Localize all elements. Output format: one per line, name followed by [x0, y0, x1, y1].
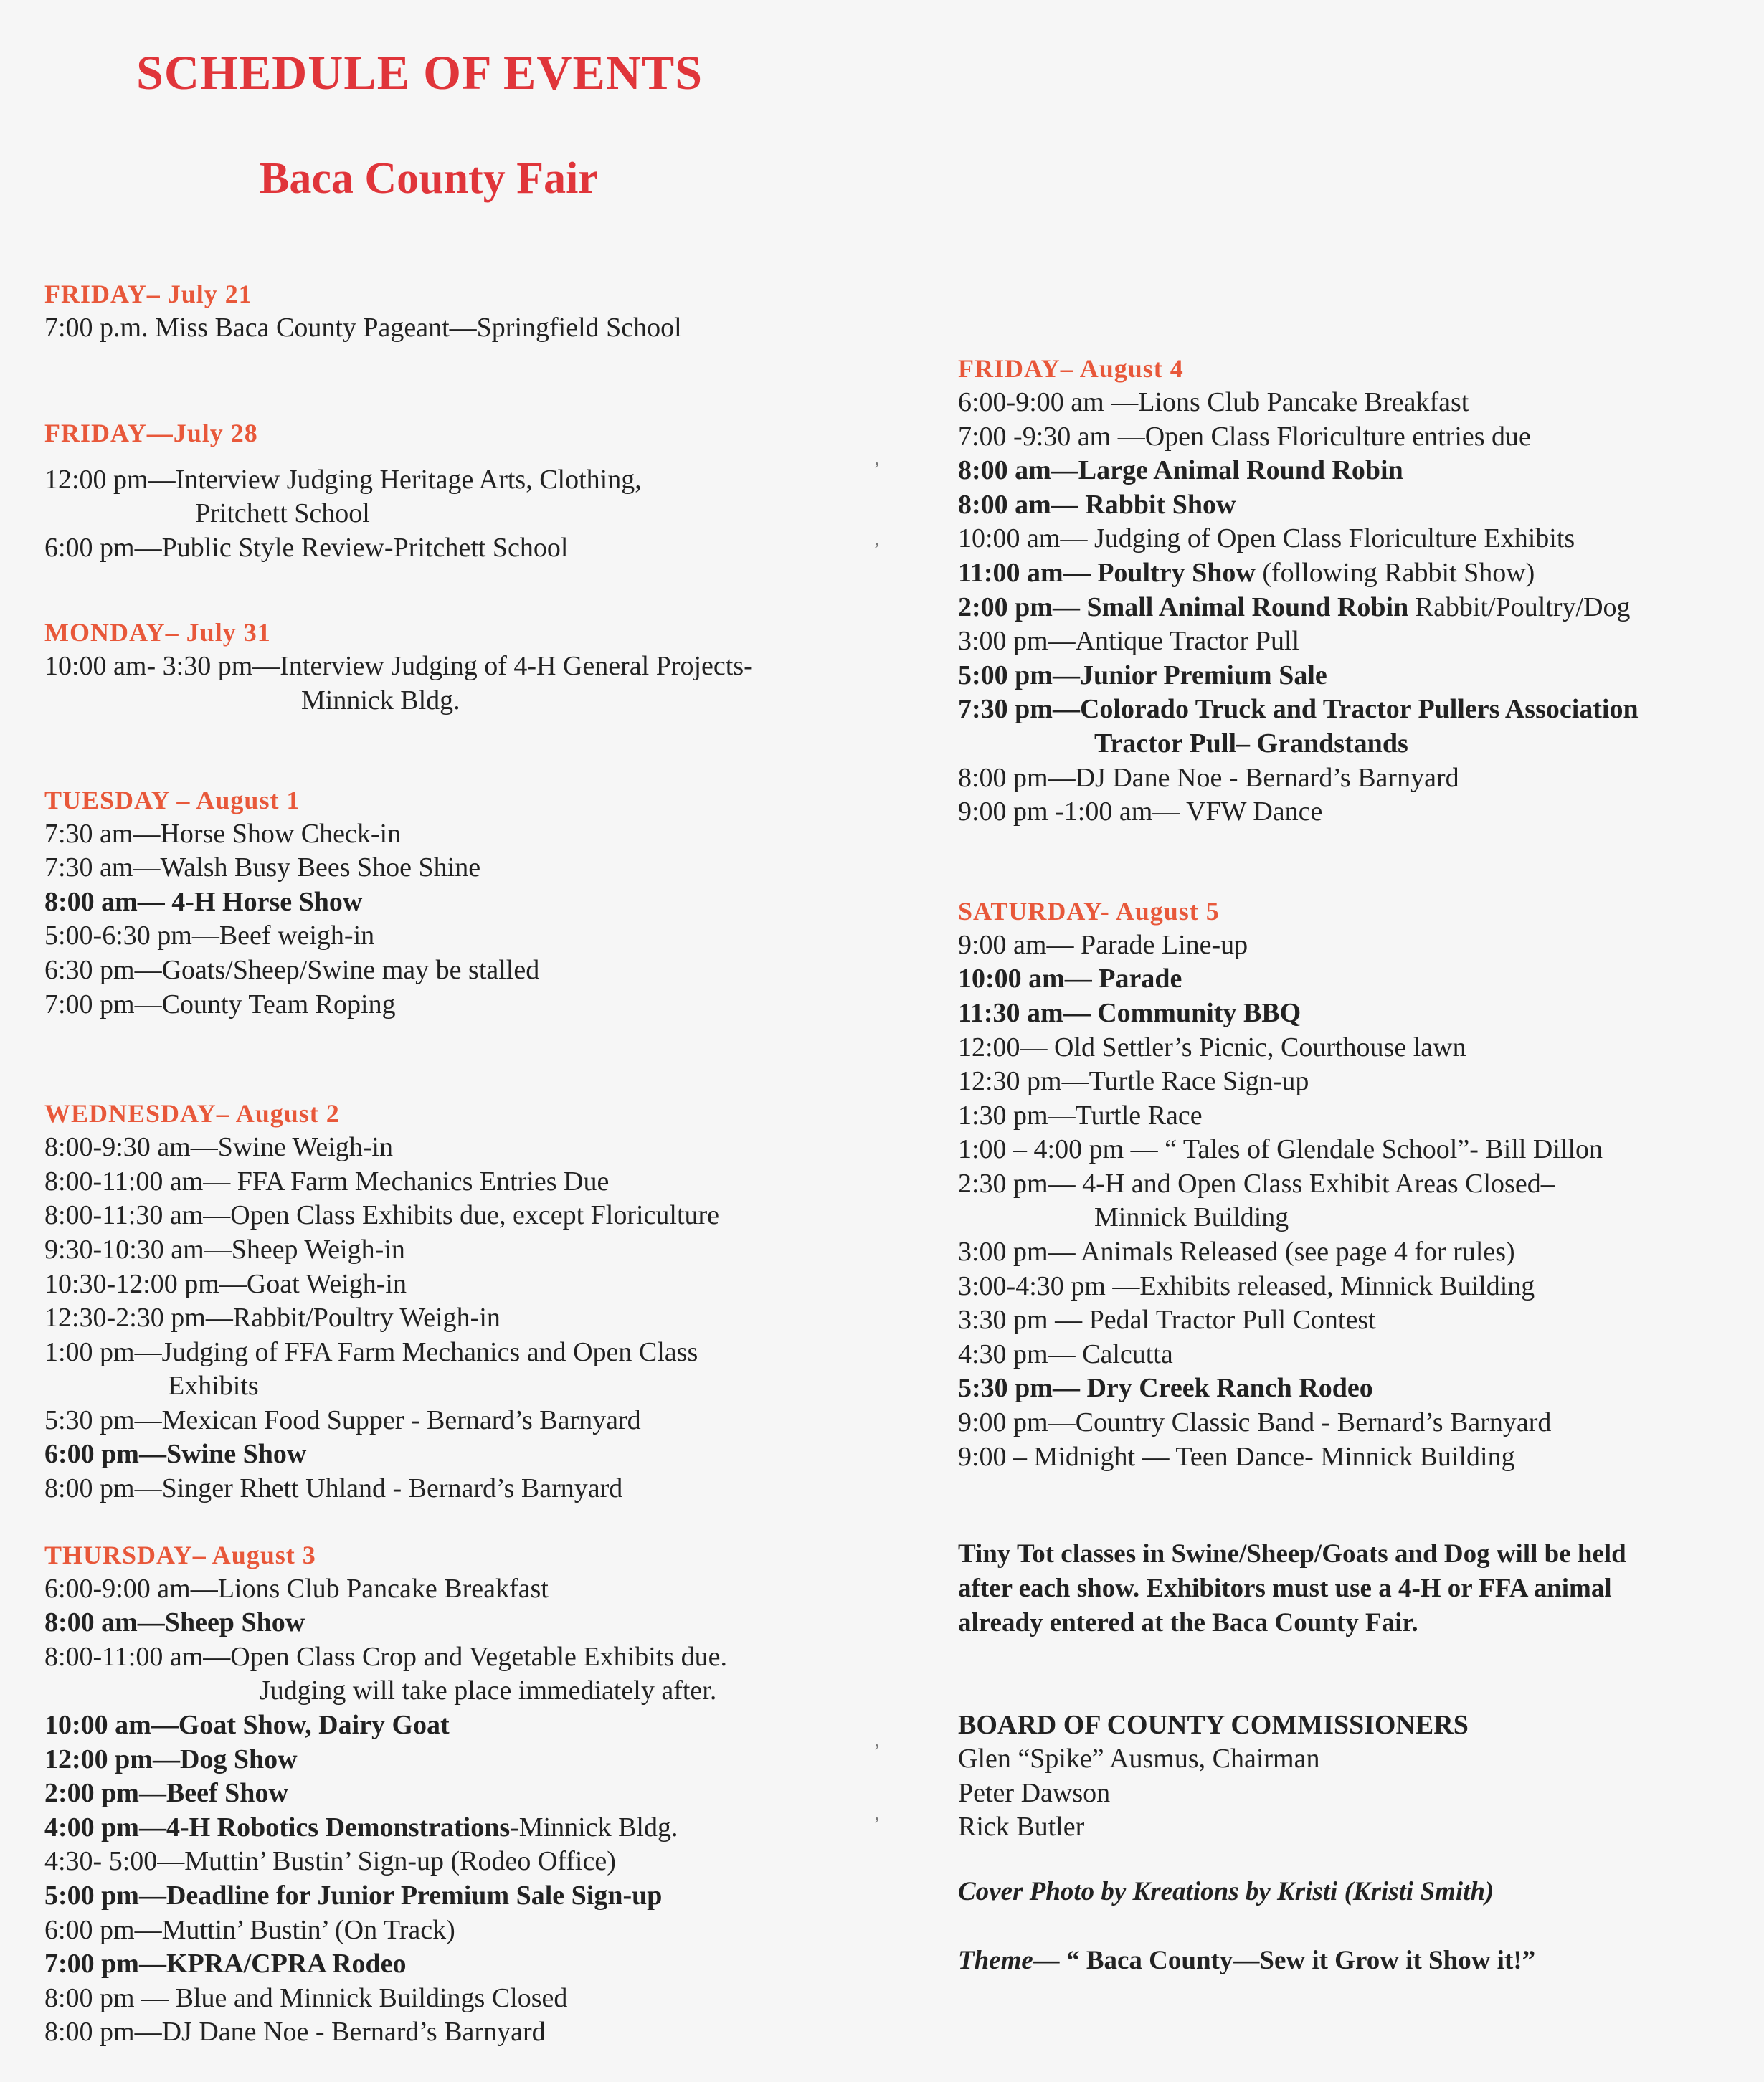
event-line: 10:30-12:00 pm—Goat Weigh-in — [44, 1268, 407, 1299]
event-line: 1:00 pm—Judging of FFA Farm Mechanics and Open Class — [44, 1336, 698, 1367]
section-monday-july-31 — [44, 615, 869, 718]
event-line: 10:00 am- 3:30 pm—Interview Judging of 4-H General Projects- — [44, 651, 753, 682]
day-heading: TUESDAY – August 1 — [44, 785, 300, 814]
event-line: 7:00 pm—County Team Roping — [44, 989, 396, 1019]
event-line: 6:30 pm—Goats/Sheep/Swine may be stalled — [44, 954, 540, 985]
event-line: 7:30 am—Horse Show Check-in — [44, 818, 402, 849]
event-line: 9:00 am— Parade Line-up — [958, 929, 1248, 960]
day-heading: WEDNESDAY– August 2 — [44, 1099, 340, 1128]
tiny-tot-note — [958, 1537, 1747, 1640]
event-line: 5:00-6:30 pm—Beef weigh-in — [44, 921, 375, 951]
event-line: 5:30 pm— Dry Creek Ranch Rodeo — [958, 1373, 1373, 1404]
board-member: Glen “Spike” Ausmus, Chairman — [958, 1744, 1320, 1774]
event-line: 1:30 pm—Turtle Race — [958, 1100, 1203, 1131]
event-line: 10:00 am—Goat Show, Dairy Goat — [44, 1710, 450, 1741]
scan-mark: ʼ — [873, 459, 881, 481]
event-line: 5:00 pm—Deadline for Junior Premium Sale Sign-up — [44, 1881, 663, 1911]
event-line — [44, 1811, 869, 1845]
event-line: 7:00 p.m. Miss Baca County Pageant—Springfield School — [44, 313, 682, 343]
event-line: 2:30 pm— 4-H and Open Class Exhibit Areas Closed– — [958, 1168, 1555, 1199]
event-line-continuation: Tractor Pull– Grandstands — [1094, 728, 1408, 759]
event-line: 8:00 am— 4-H Horse Show — [44, 886, 363, 917]
event-line: 12:00 pm—Dog Show — [44, 1744, 298, 1774]
event-note: (following Rabbit Show) — [1255, 557, 1535, 588]
left-column — [44, 277, 869, 2050]
day-heading: FRIDAY—July 28 — [44, 418, 258, 447]
section-friday-august-4 — [958, 351, 1747, 830]
event-line: 8:00 am— Rabbit Show — [958, 489, 1236, 520]
event-line: 7:30 am—Walsh Busy Bees Shoe Shine — [44, 852, 481, 883]
event-line: 12:30-2:30 pm—Rabbit/Poultry Weigh-in — [44, 1303, 501, 1334]
section-friday-july-21 — [44, 277, 869, 346]
event-bold-part: 2:00 pm— Small Animal Round Robin — [958, 591, 1409, 622]
event-line: 6:00 pm—Swine Show — [44, 1439, 307, 1470]
board-heading: BOARD OF COUNTY COMMISSIONERS — [958, 1710, 1469, 1741]
board-member: Peter Dawson — [958, 1777, 1111, 1808]
event-line: 5:00 pm—Junior Premium Sale — [958, 660, 1327, 690]
scan-mark: ʼ — [873, 1741, 881, 1763]
event-line: 8:00-11:00 am— FFA Farm Mechanics Entries Due — [44, 1166, 610, 1197]
day-heading: THURSDAY– August 3 — [44, 1540, 316, 1569]
right-column — [958, 351, 1747, 1978]
page-title: SCHEDULE OF EVENTS — [136, 45, 703, 100]
event-line: 8:00 pm—Singer Rhett Uhland - Bernard’s Barnyard — [44, 1473, 623, 1504]
event-bold-part: 4:00 pm—4-H Robotics Demonstrations — [44, 1812, 511, 1843]
event-line: 6:00 pm—Public Style Review-Pritchett School — [44, 532, 569, 563]
event-line: 3:30 pm — Pedal Tractor Pull Contest — [958, 1305, 1376, 1336]
event-line: 11:30 am— Community BBQ — [958, 997, 1301, 1028]
event-line: 4:30- 5:00—Muttin’ Bustin’ Sign-up (Rodeo Office) — [44, 1846, 616, 1877]
event-line: 7:00 -9:30 am —Open Class Floriculture entries due — [958, 421, 1531, 452]
event-line: 8:00 am—Large Animal Round Robin — [958, 455, 1403, 486]
scan-mark: ʼ — [873, 1814, 881, 1836]
event-line: 10:00 am— Parade — [958, 964, 1182, 994]
theme-text: “ Baca County—Sew it Grow it Show it!” — [1059, 1946, 1536, 1975]
event-line: 7:30 pm—Colorado Truck and Tractor Pullers Association — [958, 694, 1639, 725]
event-line: 7:00 pm—KPRA/CPRA Rodeo — [44, 1949, 407, 1979]
event-line — [958, 591, 1747, 625]
event-line: 6:00-9:00 am —Lions Club Pancake Breakfast — [958, 387, 1469, 417]
event-line: 9:00 – Midnight — Teen Dance- Minnick Building — [958, 1441, 1515, 1472]
event-line: 9:00 pm—Country Classic Band - Bernard’s Barnyard — [958, 1407, 1552, 1438]
event-line — [958, 556, 1747, 591]
theme-line — [958, 1944, 1747, 1978]
event-line: 2:00 pm—Beef Show — [44, 1778, 288, 1809]
event-line: 4:30 pm— Calcutta — [958, 1339, 1173, 1369]
event-line: 3:00 pm—Antique Tractor Pull — [958, 626, 1300, 657]
note-line: Tiny Tot classes in Swine/Sheep/Goats and Dog will be held — [958, 1539, 1626, 1569]
event-line: 8:00-11:30 am—Open Class Exhibits due, except Floriculture — [44, 1200, 720, 1231]
event-line: 12:30 pm—Turtle Race Sign-up — [958, 1066, 1309, 1097]
event-line-continuation: Minnick Bldg. — [301, 685, 460, 716]
event-line: 8:00-11:00 am—Open Class Crop and Vegetable Exhibits due. — [44, 1641, 727, 1672]
day-heading: MONDAY– July 31 — [44, 618, 271, 647]
event-line: 10:00 am— Judging of Open Class Floriculture Exhibits — [958, 523, 1575, 554]
section-thursday-august-3 — [44, 1538, 869, 2050]
event-line: 8:00 pm—DJ Dane Noe - Bernard’s Barnyard — [958, 762, 1459, 793]
theme-label: Theme— — [958, 1946, 1060, 1975]
event-bold-part: 11:00 am— Poultry Show — [958, 557, 1256, 588]
event-note: Rabbit/Poultry/Dog — [1408, 591, 1631, 622]
event-location: -Minnick Bldg. — [510, 1812, 678, 1843]
event-line: 12:00— Old Settler’s Picnic, Courthouse lawn — [958, 1032, 1466, 1063]
event-line: 9:00 pm -1:00 am— VFW Dance — [958, 797, 1323, 827]
day-heading: FRIDAY– August 4 — [958, 354, 1184, 383]
note-line: after each show. Exhibitors must use a 4-H or FFA animal — [958, 1574, 1612, 1604]
board-member: Rick Butler — [958, 1812, 1085, 1843]
event-line: 9:30-10:30 am—Sheep Weigh-in — [44, 1234, 405, 1265]
cover-photo-credit: Cover Photo by Kreations by Kristi (Kristi Smith) — [958, 1877, 1494, 1906]
event-line: 8:00 am—Sheep Show — [44, 1607, 305, 1638]
event-line: 5:30 pm—Mexican Food Supper - Bernard’s Barnyard — [44, 1404, 641, 1435]
event-line-continuation: Pritchett School — [195, 498, 370, 529]
section-wednesday-august-2 — [44, 1096, 869, 1506]
event-line: 3:00 pm— Animals Released (see page 4 for rules) — [958, 1237, 1515, 1268]
event-line: 12:00 pm—Interview Judging Heritage Arts, Clothing, — [44, 464, 642, 495]
event-line: 6:00 pm—Muttin’ Bustin’ (On Track) — [44, 1914, 455, 1945]
event-line-continuation: Exhibits — [168, 1371, 259, 1402]
event-line: 8:00-9:30 am—Swine Weigh-in — [44, 1132, 393, 1163]
section-tuesday-august-1 — [44, 783, 869, 1022]
event-line: 6:00-9:00 am—Lions Club Pancake Breakfast — [44, 1573, 549, 1604]
scan-mark: ʼ — [873, 539, 881, 561]
event-line: 3:00-4:30 pm —Exhibits released, Minnick Building — [958, 1270, 1535, 1301]
section-saturday-august-5 — [958, 894, 1747, 1475]
event-line-continuation: Minnick Building — [1094, 1202, 1289, 1233]
event-line: 8:00 pm — Blue and Minnick Buildings Closed — [44, 1982, 568, 2013]
note-line: already entered at the Baca County Fair. — [958, 1608, 1418, 1638]
event-line: 8:00 pm—DJ Dane Noe - Bernard’s Barnyard — [44, 2017, 546, 2048]
day-heading: SATURDAY- August 5 — [958, 896, 1220, 926]
section-friday-july-28 — [44, 416, 869, 566]
board-of-commissioners — [958, 1708, 1747, 1845]
event-line: 1:00 – 4:00 pm — “ Tales of Glendale School”- Bill Dillon — [958, 1134, 1603, 1165]
day-heading: FRIDAY– July 21 — [44, 280, 252, 308]
page-subtitle: Baca County Fair — [260, 154, 598, 203]
event-line-continuation: Judging will take place immediately after. — [260, 1675, 717, 1706]
